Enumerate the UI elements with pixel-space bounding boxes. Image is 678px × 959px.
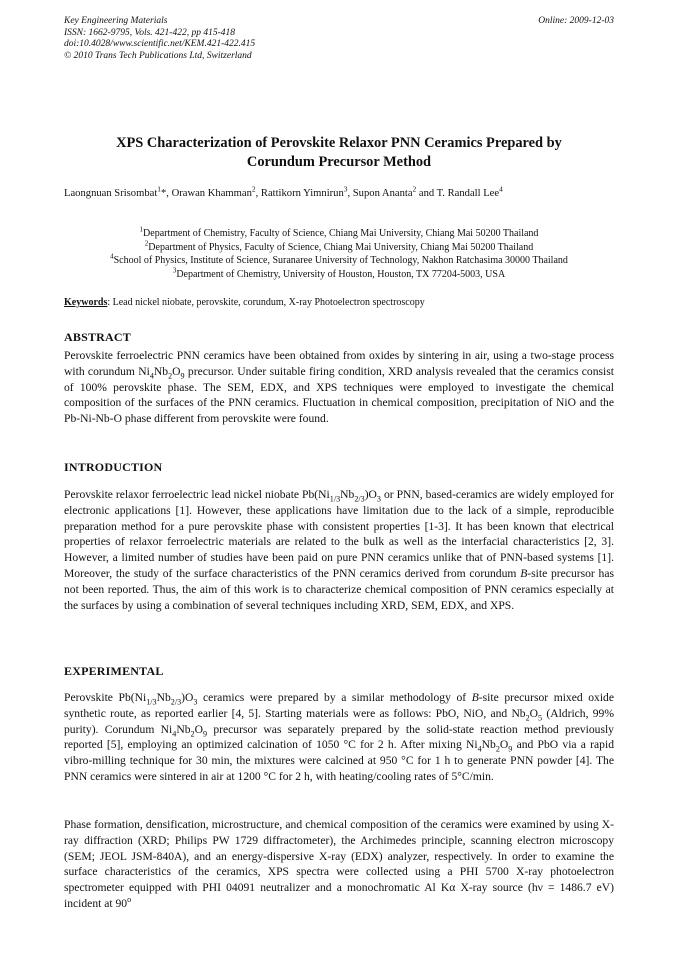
affiliation-text: Department of Physics, Faculty of Science, Chiang Mai University, Chiang Mai 50200 Thailand — [148, 241, 534, 253]
subscript: 2 — [495, 744, 500, 754]
author-name: and T. Randall Lee — [416, 188, 500, 199]
title-line-1: XPS Characterization of Perovskite Relaxor PNN Ceramics Prepared by — [116, 135, 562, 151]
text-run: Nb — [340, 488, 355, 501]
text-run: Nb — [156, 691, 171, 704]
italic-text: B — [471, 691, 479, 704]
paper-title — [64, 134, 614, 172]
text-run: )O — [181, 691, 194, 704]
affiliation-text: School of Physics, Institute of Science, Suranaree University of Technology, Nakhon Ratchasima 30000 Thailand — [113, 255, 568, 267]
subscript: 2 — [168, 371, 173, 381]
affiliation-text: Department of Chemistry, University of Houston, Houston, TX 77204-5003, USA — [176, 268, 506, 280]
text-run: -site precursor has not been reported. Thus, the aim of this work is to characterize chemical composition of PNN ceramics especially at the surfaces by using a combination of several techniques including XRD, SEM, EDX, and XPS. — [64, 566, 614, 612]
text-run: O — [172, 364, 181, 378]
affiliation-number: 1 — [139, 225, 144, 234]
subscript: 1/3 — [146, 697, 157, 707]
text-run: Perovskite ferroelectric PNN ceramics have been obtained from oxides by sintering in air, using a two-stage process with corundum Ni — [64, 349, 614, 378]
author-affil-mark: 2 — [251, 184, 256, 194]
author-affil-mark: 3 — [343, 184, 348, 194]
author-name: Laongnuan Srisombat — [64, 188, 158, 199]
author-affil-mark: 2 — [412, 184, 417, 194]
text-run: Perovskite Pb(Ni — [64, 691, 147, 704]
text-run: or PNN, based-ceramics are widely employed for electronic applications [1]. However, these applications have limitation due to the lack of a simple, reproducible preparation method for a pure perovskite phase with consistent properties [1-3]. It has been known that electrical properties of relaxor ferroelectric materials are related to the bulk as well as the interfacial characteristics [2, 3]. However, a limited number of studies have been paid on pure PNN ceramics unlike that of PNN-based systems [1]. Moreover, the study of the surface characteristics of the PNN ceramics derived from corundum — [64, 488, 615, 580]
author-list — [64, 184, 614, 200]
subscript: 1/3 — [329, 494, 341, 504]
italic-text: B — [520, 566, 528, 580]
author-name: Orawan Khamman — [171, 188, 252, 199]
affiliation-number: 3 — [172, 266, 177, 275]
experimental-heading: EXPERIMENTAL — [64, 664, 164, 678]
text-run: O — [194, 722, 203, 736]
journal-name: Key Engineering Materials — [64, 16, 168, 26]
corresponding-mark: *, — [160, 188, 172, 199]
superscript: o — [127, 895, 132, 905]
keywords-text: : Lead nickel niobate, perovskite, corundum, X-ray Photoelectron spectroscopy — [107, 297, 425, 308]
experimental-paragraph-1 — [64, 690, 614, 785]
subscript: 9 — [508, 744, 513, 754]
abstract-text — [64, 348, 614, 427]
online-date: Online: 2009-12-03 — [538, 16, 614, 26]
journal-header — [64, 16, 255, 62]
subscript: 4 — [149, 371, 154, 381]
subscript: 2 — [190, 728, 195, 738]
text-run: (Aldrich, 99% purity). Corundum Ni — [64, 706, 614, 736]
text-run: O — [529, 706, 539, 720]
text-run: Nb — [176, 722, 191, 736]
text-run: Nb — [153, 364, 169, 378]
affiliations — [64, 227, 614, 281]
subscript: 9 — [202, 728, 208, 738]
affiliation-number: 4 — [110, 252, 114, 261]
text-run: and PbO via a rapid vibro-milling technique for 30 min, the mixtures were calcined at 950 °C for 1 h to generate PNN powder [4]. The PNN ceramics were sintered in air at 1200 °C for 2 h, with heating/cooling rates of 5°C/min. — [64, 738, 614, 783]
text-run: Perovskite relaxor ferroelectric lead nickel niobate Pb(Ni — [64, 488, 330, 501]
subscript: 5 — [538, 713, 543, 723]
title-line-2: Corundum Precursor Method — [246, 154, 432, 170]
affiliation — [64, 254, 614, 268]
affiliation-number: 2 — [144, 239, 149, 248]
introduction-heading: INTRODUCTION — [64, 460, 163, 474]
keywords — [64, 297, 614, 308]
author-name: , Rattikorn Yimnirun — [255, 188, 344, 199]
text-run: precursor. Under suitable firing condition, XRD analysis revealed that the ceramics consist of 100% perovskite phase. The SEM, EDX, and XPS techniques were employed to investigate the chemical composition of the surfaces of the PNN ceramics. Fluctuation in chemical composition, precipitation of NiO and the Pb-Ni-Nb-O phase different from perovskite were found. — [64, 364, 614, 426]
subscript: 2/3 — [170, 697, 182, 707]
affiliation — [64, 268, 614, 282]
text-run: )O — [364, 488, 377, 501]
journal-doi[interactable]: doi:10.4028/www.scientific.net/KEM.421-422.415 — [64, 39, 256, 49]
subscript: 4 — [172, 728, 177, 738]
author-name: , Supon Ananta — [347, 188, 413, 199]
subscript: 2/3 — [354, 494, 365, 504]
text-run: ceramics were prepared by a similar methodology of — [197, 691, 472, 704]
abstract-heading: ABSTRACT — [64, 330, 131, 344]
affiliation — [64, 241, 614, 255]
author-affil-mark: 4 — [499, 184, 503, 194]
introduction-text — [64, 487, 614, 613]
subscript: 3 — [193, 697, 198, 707]
affiliation-text: Department of Chemistry, Faculty of Science, Chiang Mai University, Chiang Mai 50200 Thailand — [143, 228, 539, 239]
subscript: 9 — [180, 371, 185, 381]
subscript: 3 — [376, 494, 381, 504]
text-run: precursor was separately prepared by the solid-state reaction method previously reported [5], employing an optimized calcination of 1050 °C for 2 h. After mixing Ni — [64, 722, 614, 752]
journal-copyright: © 2010 Trans Tech Publications Ltd, Switzerland — [64, 50, 252, 61]
text-run: Nb — [481, 738, 496, 752]
journal-issn: ISSN: 1662-9795, Vols. 421-422, pp 415-418 — [64, 27, 235, 38]
experimental-paragraph-2 — [64, 817, 614, 912]
text-run: Phase formation, densification, microstructure, and chemical composition of the ceramics were examined by using X-ray diffraction (XRD; Philips PW 1729 diffractometer), the Archimedes principle, scanning electron microscopy (SEM; JEOL JSM-840A), and an energy-dispersive X-ray (EDX) analyzer, respectively. In order to examine the surface characteristics of the ceramics, XPS spectra were collected using a PHI 5700 X-ray photoelectron spectrometer equipped with PHI 04091 neutralizer and a monochromatic Al Kα X-ray source (hν = 1486.7 eV) incident at 90 — [64, 818, 614, 910]
text-run: O — [499, 738, 509, 752]
keywords-label: Keywords — [64, 297, 108, 308]
text-run: -site precursor mixed oxide synthetic route, as reported earlier [4, 5]. Starting materials were as follows: PbO, NiO, and Nb — [64, 691, 615, 720]
author-affil-mark: 1 — [157, 184, 161, 194]
subscript: 4 — [477, 744, 482, 754]
subscript: 2 — [525, 713, 530, 723]
